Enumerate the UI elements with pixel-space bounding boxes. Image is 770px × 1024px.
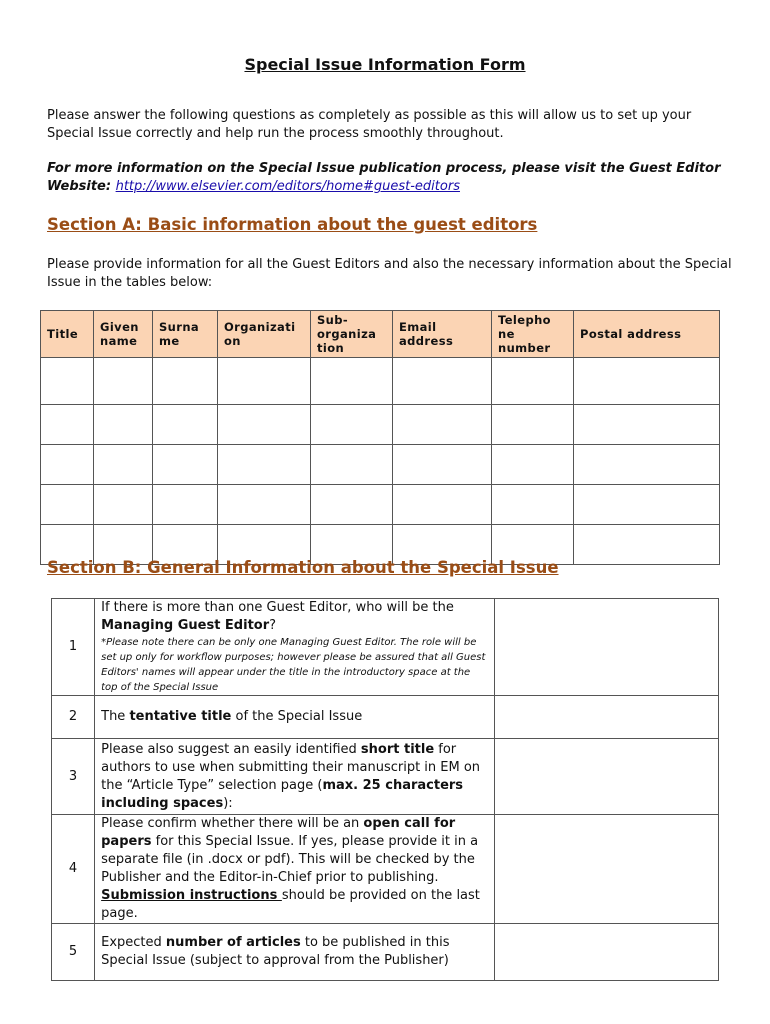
question-cell bbox=[95, 739, 495, 815]
table-cell[interactable] bbox=[492, 485, 574, 525]
table-cell[interactable] bbox=[218, 358, 311, 405]
section-a-intro: Please provide information for all the Guest Editors and also the necessary information about the Special Issue in the tables below: bbox=[47, 257, 732, 290]
col-email: Email address bbox=[393, 311, 492, 358]
table-row bbox=[41, 405, 720, 445]
col-surname: Surna me bbox=[153, 311, 218, 358]
col-title: Title bbox=[41, 311, 94, 358]
table-row bbox=[52, 739, 719, 815]
table-row bbox=[41, 445, 720, 485]
table-cell[interactable] bbox=[393, 445, 492, 485]
table-cell[interactable] bbox=[311, 485, 393, 525]
table-row bbox=[41, 358, 720, 405]
row-number: 1 bbox=[52, 599, 95, 696]
answer-cell[interactable] bbox=[495, 599, 719, 696]
table-cell[interactable] bbox=[492, 358, 574, 405]
table-cell[interactable] bbox=[153, 358, 218, 405]
table-cell[interactable] bbox=[218, 445, 311, 485]
guest-editors-table bbox=[40, 310, 720, 565]
table-cell[interactable] bbox=[492, 405, 574, 445]
question-emphasis: Managing Guest Editor bbox=[101, 618, 270, 633]
question-emphasis: short title bbox=[360, 741, 435, 757]
question-text: ? bbox=[269, 618, 277, 633]
answer-cell[interactable] bbox=[495, 696, 719, 739]
question-emphasis: Submission instructions bbox=[101, 888, 282, 903]
table-cell[interactable] bbox=[94, 405, 153, 445]
table-cell[interactable] bbox=[311, 405, 393, 445]
col-organization: Organizati on bbox=[218, 311, 311, 358]
info-text: For more information on the Special Issue publication process, please visit the Guest Editor Website: bbox=[47, 161, 721, 194]
question-text: The bbox=[101, 709, 130, 724]
table-cell[interactable] bbox=[492, 445, 574, 485]
question-emphasis: tentative title bbox=[129, 709, 232, 724]
general-info-table bbox=[51, 598, 719, 981]
table-cell[interactable] bbox=[41, 405, 94, 445]
form-title: Special Issue Information Form bbox=[244, 55, 526, 74]
question-text: Expected bbox=[101, 935, 166, 950]
question-cell bbox=[95, 815, 495, 924]
table-cell[interactable] bbox=[94, 358, 153, 405]
table-row bbox=[41, 485, 720, 525]
table-row bbox=[52, 599, 719, 696]
question-cell bbox=[95, 924, 495, 981]
table-row bbox=[52, 924, 719, 981]
question-text: If there is more than one Guest Editor, who will be the bbox=[101, 600, 454, 615]
guest-editor-link[interactable]: http://www.elsevier.com/editors/home#guest-editors bbox=[115, 179, 460, 194]
table-row bbox=[52, 696, 719, 739]
table-cell[interactable] bbox=[41, 485, 94, 525]
question-emphasis: open call for papers bbox=[101, 816, 456, 849]
table-cell[interactable] bbox=[218, 405, 311, 445]
table-cell[interactable] bbox=[218, 485, 311, 525]
info-paragraph bbox=[47, 160, 737, 196]
table-cell[interactable] bbox=[153, 485, 218, 525]
question-text: Please also suggest an easily identified bbox=[101, 741, 361, 757]
answer-cell[interactable] bbox=[495, 924, 719, 981]
question-text: Please confirm whether there will be an bbox=[101, 816, 364, 831]
row-number: 5 bbox=[52, 924, 95, 981]
question-text: for authors to use when submitting their manuscript in EM on the “Article Type” selection page ( bbox=[101, 741, 481, 793]
table-cell[interactable] bbox=[393, 358, 492, 405]
col-telephone: Telepho ne number bbox=[492, 311, 574, 358]
table-cell[interactable] bbox=[41, 358, 94, 405]
question-emphasis: max. 25 characters including spaces bbox=[101, 777, 464, 811]
table-header-row bbox=[41, 311, 720, 358]
question-text: to be published in this Special Issue (subject to approval from the Publisher) bbox=[101, 935, 450, 968]
table-cell[interactable] bbox=[311, 358, 393, 405]
question-cell bbox=[95, 696, 495, 739]
question-note: *Please note there can be only one Managing Guest Editor. The role will be set up only for workflow purposes; however please be assured that all Guest Editors' names will appear under the title in the introductory space at the top of the Special Issue bbox=[101, 637, 486, 693]
answer-cell[interactable] bbox=[495, 815, 719, 924]
table-cell[interactable] bbox=[393, 405, 492, 445]
section-a-heading: Section A: Basic information about the guest editors bbox=[47, 215, 538, 234]
table-cell[interactable] bbox=[574, 485, 720, 525]
question-text: ): bbox=[223, 795, 233, 811]
col-postal-address: Postal address bbox=[574, 311, 720, 358]
intro-paragraph: Please answer the following questions as completely as possible as this will allow us to set up your Special Issue correctly and help run the process smoothly throughout. bbox=[47, 108, 692, 141]
row-number: 2 bbox=[52, 696, 95, 739]
table-cell[interactable] bbox=[94, 485, 153, 525]
table-cell[interactable] bbox=[41, 445, 94, 485]
table-cell[interactable] bbox=[574, 405, 720, 445]
row-number: 3 bbox=[52, 739, 95, 815]
table-cell[interactable] bbox=[574, 358, 720, 405]
table-cell[interactable] bbox=[153, 405, 218, 445]
question-text: of the Special Issue bbox=[231, 709, 363, 724]
question-text: for this Special Issue. If yes, please provide it in a separate file (in .docx or pdf). This will be checked by the Publisher and the Editor-in-Chief prior to publishing. bbox=[101, 834, 479, 885]
table-row bbox=[52, 815, 719, 924]
answer-cell[interactable] bbox=[495, 739, 719, 815]
row-number: 4 bbox=[52, 815, 95, 924]
col-sub-organization: Sub-organiza tion bbox=[311, 311, 393, 358]
table-cell[interactable] bbox=[94, 445, 153, 485]
table-cell[interactable] bbox=[393, 485, 492, 525]
section-b-heading: Section B: General Information about the Special Issue bbox=[47, 558, 559, 577]
question-emphasis: number of articles bbox=[165, 935, 301, 950]
table-cell[interactable] bbox=[311, 445, 393, 485]
question-text: should be provided on the last page. bbox=[101, 888, 480, 921]
question-cell bbox=[95, 599, 495, 696]
col-given-name: Given name bbox=[94, 311, 153, 358]
table-cell[interactable] bbox=[574, 525, 720, 565]
table-cell[interactable] bbox=[153, 445, 218, 485]
table-cell[interactable] bbox=[574, 445, 720, 485]
